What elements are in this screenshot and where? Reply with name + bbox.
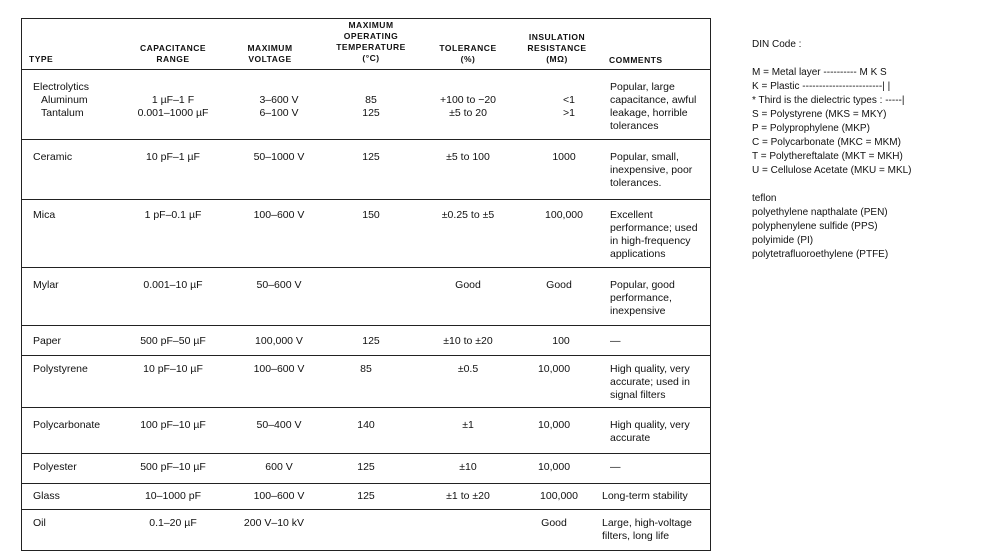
comments-cell: High quality, very accurate	[610, 419, 690, 444]
comments-electrolytics: Popular, large capacitance, awful leakage, horrible tolerances	[610, 81, 697, 132]
type-cell: Polystyrene	[33, 363, 88, 375]
tol-cell: ±10 to ±20	[443, 335, 493, 347]
comments-cell: Long-term stability	[602, 490, 688, 502]
cap-cell: 0.1–20 µF	[149, 517, 197, 529]
header-tolerance: TOLERANCE (%)	[439, 43, 497, 64]
ins-cell: 100	[552, 335, 570, 347]
legend-line: C = Polycarbonate (MKC = MKM)	[752, 137, 901, 148]
temp-aluminum: 85	[365, 94, 377, 106]
tol-cell: ±1 to ±20	[446, 490, 490, 502]
comments-cell: Popular, good performance, inexpensive	[610, 279, 675, 317]
legend-line: P = Polyprophylene (MKP)	[752, 123, 870, 134]
table-top-border	[21, 18, 711, 19]
comments-cell: —	[610, 335, 621, 347]
tol-cell: ±5 to 100	[446, 151, 490, 163]
legend-line: K = Plastic ------------------------| |	[752, 81, 891, 92]
row-divider	[21, 139, 711, 140]
temp-cell: 125	[362, 151, 380, 163]
comments-cell: Excellent performance; used in high-frequency applications	[610, 209, 698, 260]
row-divider	[21, 199, 711, 200]
legend-line: T = Polythereftalate (MKT = MKH)	[752, 151, 903, 162]
row-divider	[21, 355, 711, 356]
volt-tantalum: 6–100 V	[259, 107, 299, 119]
legend-line: S = Polystyrene (MKS = MKY)	[752, 109, 887, 120]
temp-tantalum: 125	[362, 107, 380, 119]
comments-cell: Large, high-voltage filters, long life	[602, 517, 692, 542]
type-cell: Polycarbonate	[33, 419, 101, 431]
tol-cell: Good	[455, 279, 481, 291]
ins-cell: 100,000	[545, 209, 583, 221]
cap-cell: 10 pF–10 µF	[143, 363, 203, 375]
cap-cell: 10 pF–1 µF	[146, 151, 200, 163]
comments-cell: —	[610, 461, 621, 473]
volt-cell: 50–400 V	[256, 419, 302, 431]
ins-cell: 10,000	[537, 461, 571, 473]
header-comments: COMMENTS	[609, 55, 663, 65]
ins-cell: Good	[546, 279, 572, 291]
header-max-temperature: MAXIMUM OPERATING TEMPERATURE (°C)	[336, 20, 406, 63]
other-dielectric: teflon	[752, 193, 777, 204]
table-left-border	[21, 18, 22, 551]
row-divider	[21, 407, 711, 408]
temp-cell: 140	[357, 419, 375, 431]
type-cell: Paper	[33, 335, 62, 347]
other-dielectric: polyethylene napthalate (PEN)	[752, 207, 888, 218]
volt-cell: 100,000 V	[255, 335, 303, 347]
type-cell: Mylar	[33, 279, 59, 291]
type-cell: Ceramic	[33, 151, 73, 163]
temp-cell: 150	[362, 209, 380, 221]
header-max-voltage: MAXIMUM VOLTAGE	[247, 43, 293, 64]
ins-cell: Good	[541, 517, 567, 529]
din-code-title: DIN Code :	[752, 39, 802, 50]
other-dielectric: polytetrafluoroethylene (PTFE)	[752, 249, 889, 260]
temp-cell: 125	[357, 461, 375, 473]
volt-cell: 50–600 V	[256, 279, 302, 291]
row-divider	[21, 483, 711, 484]
type-cell: Mica	[33, 209, 56, 221]
row-divider	[21, 325, 711, 326]
other-dielectric: polyimide (PI)	[752, 235, 814, 246]
temp-cell: 85	[360, 363, 372, 375]
tol-cell: ±0.5	[457, 363, 479, 375]
row-divider	[21, 509, 711, 510]
tol-cell: ±0.25 to ±5	[441, 209, 495, 221]
header-type: TYPE	[29, 54, 54, 64]
ins-cell: 1000	[552, 151, 576, 163]
volt-aluminum: 3–600 V	[259, 94, 299, 106]
type-cell: Glass	[33, 490, 60, 502]
other-dielectric: polyphenylene sulfide (PPS)	[752, 221, 878, 232]
cap-cell: 0.001–10 µF	[143, 279, 203, 291]
cap-cell: 500 pF–10 µF	[140, 461, 206, 473]
cap-cell: 10–1000 pF	[144, 490, 202, 502]
table-right-border	[710, 18, 711, 551]
capacitor-comparison-table	[21, 18, 711, 551]
volt-cell: 100–600 V	[253, 363, 305, 375]
type-cell: Oil	[33, 517, 46, 529]
type-aluminum: Aluminum	[41, 94, 88, 106]
legend-line: M = Metal layer ---------- M K S	[752, 67, 887, 78]
ins-cell: 100,000	[540, 490, 578, 502]
ins-aluminum: <1	[563, 94, 575, 106]
cap-cell: 500 pF–50 µF	[140, 335, 206, 347]
header-capacitance-range: CAPACITANCE RANGE	[139, 43, 207, 64]
volt-cell: 100–600 V	[253, 490, 305, 502]
table-bottom-border	[21, 550, 711, 551]
header-divider	[21, 69, 711, 70]
cap-aluminum: 1 µF–1 F	[151, 94, 195, 106]
cap-cell: 100 pF–10 µF	[140, 419, 206, 431]
din-code-legend	[752, 38, 912, 262]
ins-tantalum: >1	[563, 107, 575, 119]
volt-cell: 200 V–10 kV	[243, 517, 305, 529]
cap-cell: 1 pF–0.1 µF	[144, 209, 202, 221]
type-tantalum: Tantalum	[41, 107, 84, 119]
type-electrolytics: Electrolytics	[33, 81, 90, 93]
type-cell: Polyester	[33, 461, 77, 473]
volt-cell: 100–600 V	[253, 209, 305, 221]
header-insulation-resistance: INSULATION RESISTANCE (MΩ)	[527, 32, 587, 64]
tol-aluminum: +100 to −20	[439, 94, 497, 106]
volt-cell: 50–1000 V	[253, 151, 305, 163]
temp-cell: 125	[362, 335, 380, 347]
legend-line: U = Cellulose Acetate (MKU = MKL)	[752, 165, 912, 176]
comments-cell: High quality, very accurate; used in signal filters	[610, 363, 690, 401]
legend-line: * Third is the dielectric types : -----|	[752, 95, 905, 106]
ins-cell: 10,000	[537, 419, 571, 431]
temp-cell: 125	[357, 490, 375, 502]
tol-tantalum: ±5 to 20	[449, 107, 487, 119]
row-divider	[21, 267, 711, 268]
cap-tantalum: 0.001–1000 µF	[137, 107, 209, 119]
tol-cell: ±1	[462, 419, 474, 431]
volt-cell: 600 V	[265, 461, 293, 473]
comments-cell: Popular, small, inexpensive, poor tolerances.	[610, 151, 693, 189]
ins-cell: 10,000	[537, 363, 571, 375]
row-divider	[21, 453, 711, 454]
tol-cell: ±10	[459, 461, 477, 473]
